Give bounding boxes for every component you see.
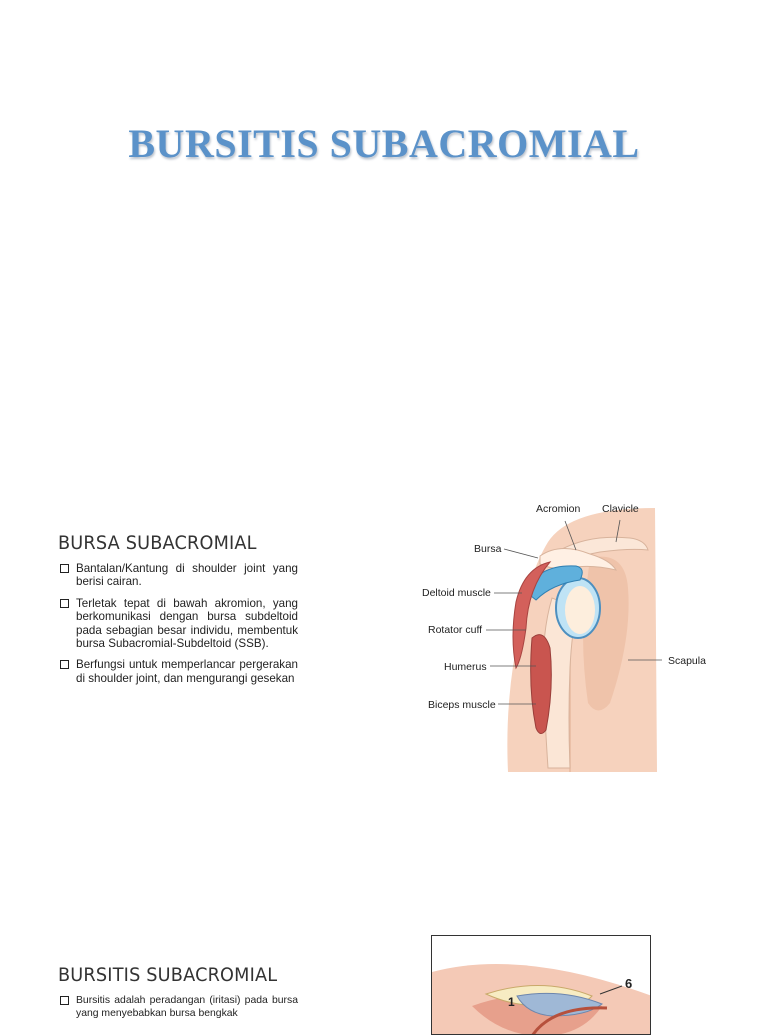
label-rotator-cuff: Rotator cuff (428, 624, 483, 636)
figure-label-6: 6 (625, 976, 633, 991)
section-bursa-subacromial (58, 532, 298, 693)
section-heading: BURSA SUBACROMIAL (58, 532, 257, 554)
bullet-text: Bursitis adalah peradangan (iritasi) pada bursa yang menyebabkan bursa bengkak (76, 995, 298, 1019)
label-acromion: Acromion (536, 503, 581, 515)
shoulder-anatomy-illustration (420, 498, 720, 778)
label-deltoid-muscle: Deltoid muscle (422, 587, 491, 599)
label-humerus: Humerus (444, 661, 487, 673)
bullet-text: Bantalan/Kantung di shoulder joint yang berisi cairan. (76, 562, 298, 589)
bullet-text: Berfungsi untuk memperlancar pergerakan di shoulder joint, dan mengurangi gesekan (76, 658, 298, 685)
label-biceps-muscle: Biceps muscle (428, 699, 496, 711)
bullet-list (58, 562, 298, 685)
list-item (58, 994, 298, 1020)
list-item (58, 562, 298, 589)
list-item (58, 597, 298, 651)
checkbox-bullet-icon (60, 599, 69, 608)
shoulder-anatomy-figure (420, 498, 720, 778)
section-heading: BURSITIS SUBACROMIAL (58, 964, 278, 986)
label-scapula: Scapula (668, 655, 706, 667)
checkbox-bullet-icon (60, 996, 69, 1005)
checkbox-bullet-icon (60, 564, 69, 573)
bullet-list (58, 994, 298, 1020)
label-clavicle: Clavicle (602, 503, 639, 515)
bursitis-figure (431, 935, 651, 1035)
checkbox-bullet-icon (60, 660, 69, 669)
page-title: BURSITIS SUBACROMIAL (128, 121, 640, 166)
label-bursa: Bursa (474, 543, 502, 555)
section-bursitis-subacromial (58, 964, 298, 1028)
bullet-text: Terletak tepat di bawah akromion, yang berkomunikasi dengan bursa subdeltoid pada sebagian besar individu, membentuk bursa Subacromial-Subdeltoid (SSB). (76, 596, 298, 651)
figure-label-1: 1 (508, 995, 515, 1009)
bursitis-illustration (432, 936, 651, 1035)
list-item (58, 658, 298, 685)
